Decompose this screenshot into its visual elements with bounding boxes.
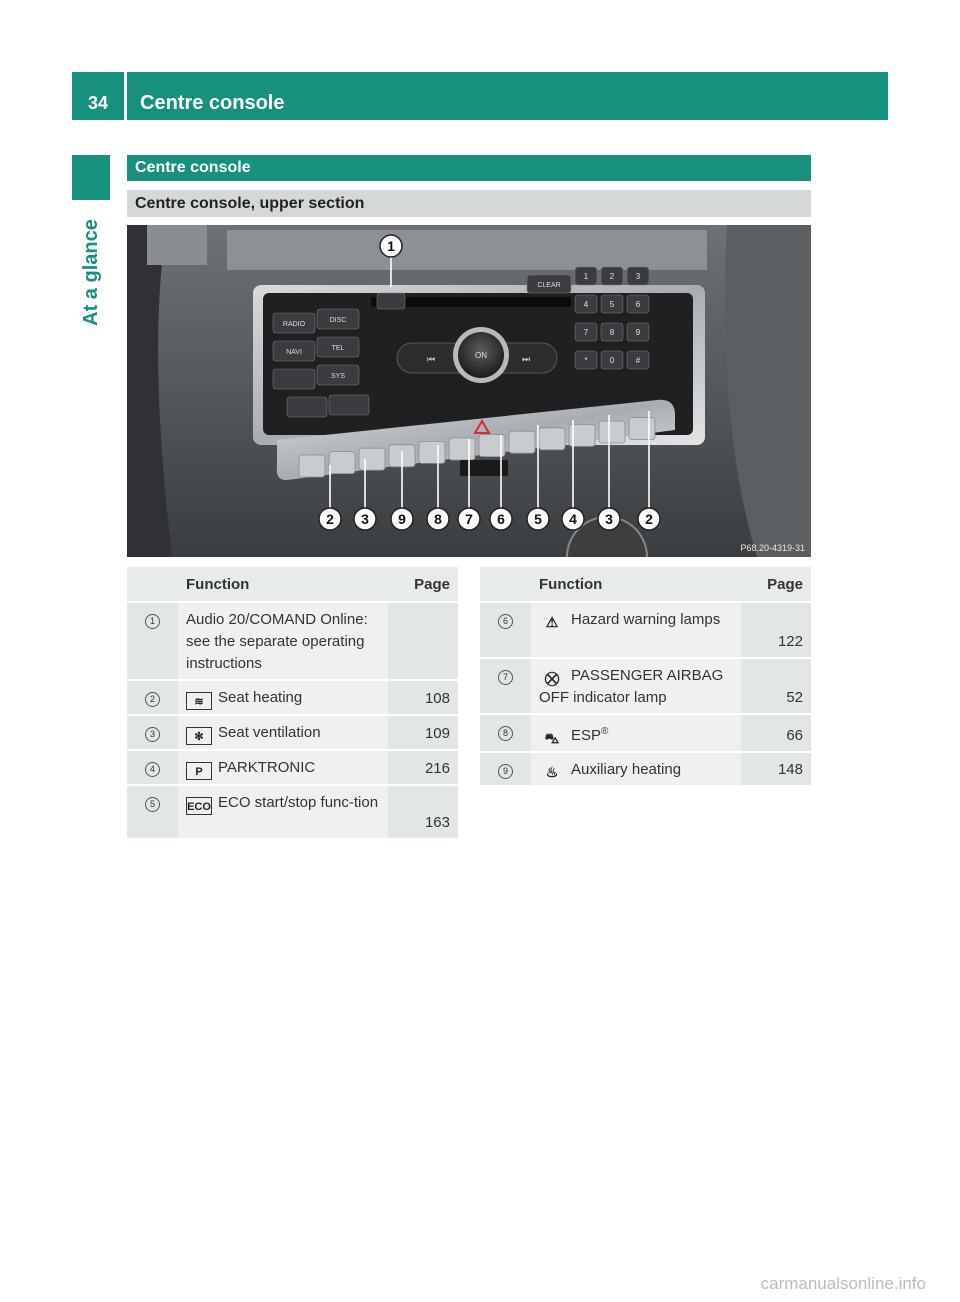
page-ref: 163	[388, 785, 458, 839]
header-num	[480, 567, 531, 602]
table-row	[127, 602, 458, 680]
keypad-key-label: #	[635, 356, 641, 365]
page-ref: 122	[741, 602, 811, 658]
table-header-row	[127, 567, 458, 602]
photo-code: P68.20-4319-31	[740, 543, 805, 553]
callout-number: 7	[498, 670, 513, 685]
page-ref: 108	[388, 680, 458, 715]
side-label-text: At a glance	[79, 218, 102, 326]
side-label	[62, 210, 120, 334]
seat-heating-icon: ≋	[186, 692, 212, 710]
function-table-left	[127, 567, 458, 840]
photo-label-disc: DISC	[329, 317, 347, 324]
keypad-key-label: 8	[609, 328, 615, 337]
console-button	[509, 431, 535, 453]
page-ref: 216	[388, 750, 458, 785]
callout-number: 1	[145, 614, 160, 629]
svg-text:⏮: ⏮	[427, 354, 436, 364]
function-text: PARKTRONIC	[218, 759, 316, 776]
keypad-key-label: 6	[635, 300, 641, 309]
keypad-key-label: 3	[635, 272, 641, 281]
keypad-key-label: 5	[609, 300, 615, 309]
console-button	[539, 428, 565, 450]
callout-number: 1	[387, 238, 395, 254]
callout-number: 6	[498, 614, 513, 629]
callout-number: 4	[145, 762, 160, 777]
callout-number: 8	[434, 511, 442, 527]
table-row	[127, 680, 458, 715]
function-text: ECO start/stop func-tion	[218, 794, 379, 811]
console-button	[419, 441, 445, 463]
callout-number: 8	[498, 726, 513, 741]
function-text: PASSENGER AIRBAG OFF indicator lamp	[539, 667, 724, 706]
keypad-key-label: 4	[583, 300, 589, 309]
photo-label-tel: TEL	[331, 345, 345, 352]
table-row	[480, 658, 811, 714]
console-button	[599, 421, 625, 443]
page-header	[72, 72, 888, 120]
passenger-airbag-off-icon: ⛒	[544, 670, 560, 686]
page-ref	[388, 602, 458, 680]
table-row	[127, 785, 458, 839]
keypad-key-label: 0	[609, 356, 615, 365]
table-row	[480, 714, 811, 752]
subsection-title: Centre console, upper section	[127, 190, 811, 217]
centre-console-photo	[127, 225, 811, 557]
keypad-key-label: 7	[583, 328, 589, 337]
header-function: Function	[531, 567, 741, 602]
console-illustration	[127, 225, 811, 557]
page-ref: 52	[741, 658, 811, 714]
keypad-key-label: 2	[609, 272, 615, 281]
registered-mark: ®	[601, 726, 609, 737]
callout-number: 2	[326, 511, 334, 527]
function-text: Seat ventilation	[218, 724, 321, 741]
eco-icon: ECO	[186, 797, 212, 815]
header-title: Centre console	[140, 92, 285, 114]
section-title: Centre console	[127, 155, 811, 181]
photo-label-on: ON	[475, 351, 487, 360]
callout-number: 9	[498, 764, 513, 779]
callout-number: 3	[145, 727, 160, 742]
seat-ventilation-icon: ✻	[186, 727, 212, 745]
header-num	[127, 567, 178, 602]
function-text: Hazard warning lamps	[571, 611, 721, 628]
page-number: 34	[87, 93, 109, 113]
callout-number: 5	[534, 511, 542, 527]
callout-number: 2	[145, 692, 160, 707]
table-header-row	[480, 567, 811, 602]
svg-text:⏭: ⏭	[522, 354, 531, 364]
table-row	[127, 750, 458, 785]
page-ref: 109	[388, 715, 458, 750]
callout-number: 2	[645, 511, 653, 527]
hazard-warning-icon: ⚠	[545, 614, 559, 630]
table-row	[127, 715, 458, 750]
page-ref: 66	[741, 714, 811, 752]
photo-label-radio: RADIO	[282, 321, 306, 328]
keypad-key-label: *	[584, 356, 588, 365]
console-button	[449, 438, 475, 460]
header-page: Page	[741, 567, 811, 602]
callout-number: 5	[145, 797, 160, 812]
function-text: ESP	[571, 727, 602, 744]
callout-number: 3	[605, 511, 613, 527]
callout-number: 7	[465, 511, 473, 527]
callout-number: 6	[497, 511, 505, 527]
side-tab	[72, 155, 110, 200]
header-page: Page	[388, 567, 458, 602]
header-function: Function	[178, 567, 388, 602]
table-row	[480, 602, 811, 658]
auxiliary-heating-icon: ♨	[545, 764, 559, 780]
console-button	[329, 452, 355, 474]
keypad-key-label: 1	[583, 272, 589, 281]
keypad-key-label: 9	[635, 328, 641, 337]
parktronic-off-icon: P	[186, 762, 212, 780]
callout-number: 4	[569, 511, 577, 527]
photo-label-clear: CLEAR	[537, 282, 561, 289]
function-text: Audio 20/COMAND Online: see the separate operating instructions	[178, 602, 388, 680]
callout-number: 3	[361, 511, 369, 527]
console-button	[299, 455, 325, 477]
function-text: Auxiliary heating	[571, 761, 682, 778]
table-row	[480, 752, 811, 786]
function-text: Seat heating	[218, 689, 303, 706]
callout-number: 9	[398, 511, 406, 527]
photo-label-navi: NAVI	[286, 349, 302, 356]
console-button	[629, 418, 655, 440]
watermark: carmanualsonline.info	[760, 1274, 926, 1293]
function-table-right	[480, 567, 811, 787]
photo-label-sys: SYS	[330, 373, 346, 380]
console-button	[359, 448, 385, 470]
esp-off-icon: ⛍	[544, 730, 560, 746]
header-divider	[124, 72, 127, 120]
page-ref: 148	[741, 752, 811, 786]
